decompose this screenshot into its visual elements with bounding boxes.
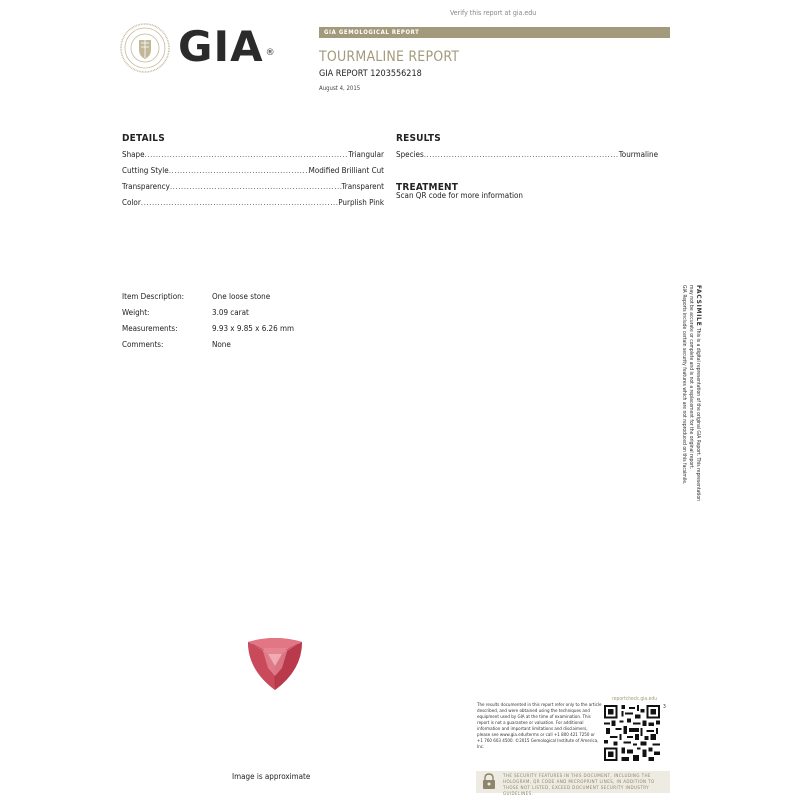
qr-label: reportcheck.gia.edu bbox=[612, 696, 658, 702]
result-row bbox=[396, 147, 658, 163]
report-number: GIA REPORT 1203556218 bbox=[319, 69, 422, 79]
info-value: One loose stone bbox=[212, 292, 271, 301]
result-value: Tourmaline bbox=[618, 150, 658, 159]
treatment-text: Scan QR code for more information bbox=[396, 191, 523, 199]
verify-note: Verify this report at gia.edu bbox=[450, 9, 537, 17]
detail-label: Transparency bbox=[122, 182, 170, 191]
info-label: Item Description: bbox=[122, 292, 185, 301]
facsimile-line: may not be accurate or complete and is not a replacement for the original report. bbox=[688, 285, 694, 470]
results-section bbox=[396, 133, 658, 193]
detail-label: Color bbox=[122, 198, 141, 207]
detail-row bbox=[122, 179, 384, 195]
qr-code-icon[interactable] bbox=[604, 705, 660, 761]
detail-row bbox=[122, 195, 384, 211]
details-section bbox=[122, 133, 384, 211]
info-label: Comments: bbox=[122, 340, 164, 349]
info-row bbox=[122, 337, 294, 353]
facsimile-line: GIA Reports include certain security features which are not reproduced on this facsimile. bbox=[681, 285, 687, 485]
detail-value: Triangular bbox=[348, 150, 384, 159]
results-title: RESULTS bbox=[396, 133, 441, 144]
report-title: TOURMALINE REPORT bbox=[319, 49, 460, 65]
info-row bbox=[122, 305, 294, 321]
info-value: 3.09 carat bbox=[212, 308, 249, 317]
info-label: Weight: bbox=[122, 308, 150, 317]
disclaimer-text: The results documented in this report refer only to the article described, and were obtained using the techniques and equipment used by GIA at the time of examination. This report is not a guarantee or valuation. For additional information and important limitations and disclaimers, please see www.gia.edu/terms or call +1 800 421 7250 or +1 760 603 4500. ©2015 Gemological Institute of America, Inc. bbox=[477, 703, 602, 750]
gia-seal-icon bbox=[120, 23, 170, 73]
detail-label: Cutting Style bbox=[122, 166, 169, 175]
detail-value: Transparent bbox=[341, 182, 384, 191]
info-value: 9.93 x 9.85 x 6.26 mm bbox=[212, 324, 295, 333]
gemstone-image bbox=[244, 636, 306, 692]
qr-mark: 3 bbox=[663, 704, 666, 710]
info-label: Measurements: bbox=[122, 324, 178, 333]
info-row bbox=[122, 321, 294, 337]
detail-row bbox=[122, 147, 384, 163]
image-caption: Image is approximate bbox=[232, 772, 311, 781]
lock-icon bbox=[481, 773, 497, 790]
details-title: DETAILS bbox=[122, 133, 165, 144]
item-info bbox=[122, 289, 294, 353]
facsimile-line: This is a digital representation of the original GIA Report. This representation bbox=[695, 327, 701, 502]
detail-value: Modified Brilliant Cut bbox=[308, 166, 384, 175]
detail-row bbox=[122, 163, 384, 179]
security-text: THE SECURITY FEATURES IN THIS DOCUMENT, INCLUDING THE HOLOGRAM, QR CODE AND MICROPRINT LINES, IN ADDITION TO THOSE NOT LISTED, EXCEED DOCUMENT SECURITY INDUSTRY GUIDELINES. bbox=[503, 774, 655, 797]
facsimile-title: FACSIMILE bbox=[695, 285, 703, 327]
detail-value: Purplish Pink bbox=[338, 198, 384, 207]
detail-label: Shape bbox=[122, 150, 145, 159]
facsimile-notice bbox=[674, 285, 702, 515]
info-value: None bbox=[212, 340, 231, 349]
gia-logo: GIA ® bbox=[178, 22, 276, 71]
info-row bbox=[122, 289, 294, 305]
result-label: Species bbox=[396, 150, 424, 159]
report-date: August 4, 2015 bbox=[319, 85, 361, 92]
treatment-title: TREATMENT bbox=[396, 182, 459, 193]
report-banner: GIA GEMOLOGICAL REPORT bbox=[319, 27, 670, 38]
